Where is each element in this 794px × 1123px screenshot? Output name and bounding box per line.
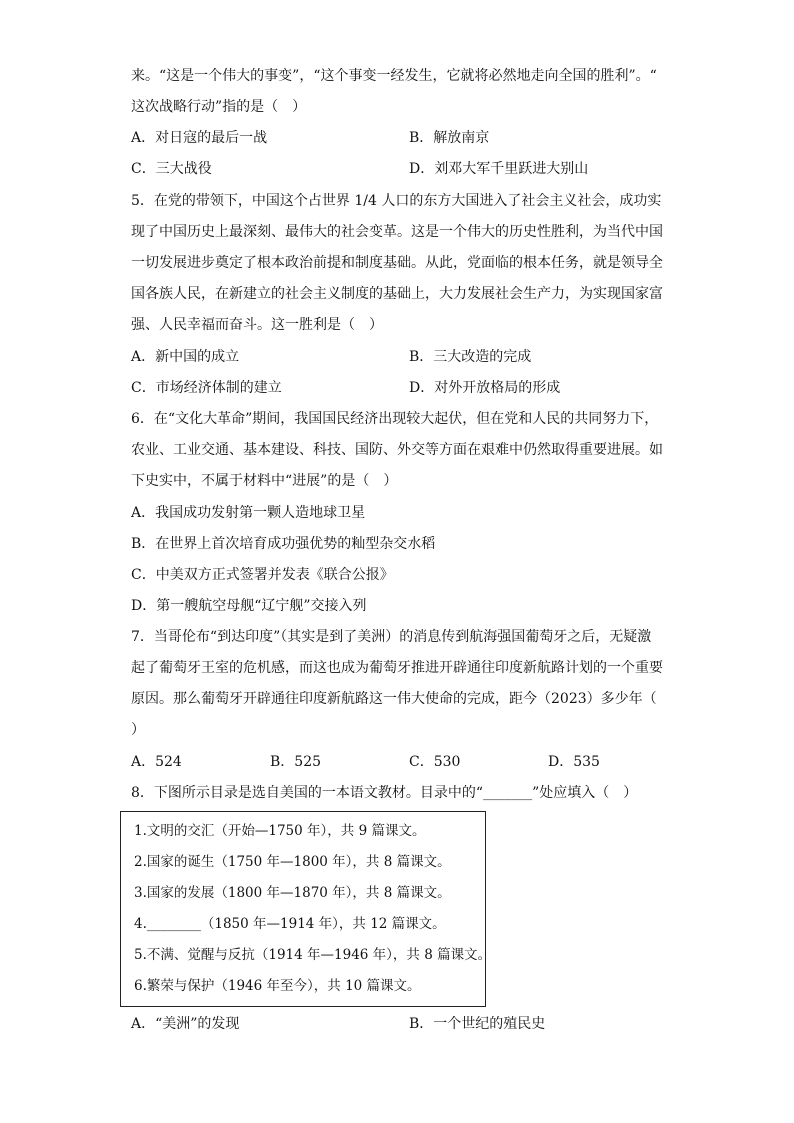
q4-option-c: C．三大战役	[131, 161, 212, 177]
q4-option-d: D．刘邓大军千里跃进大别山	[409, 161, 589, 177]
q4-stem-line-2: 这次战略行动”指的是（ ）	[131, 99, 307, 115]
q4-option-a: A．对日寇的最后一战	[131, 130, 268, 146]
toc-item-4: 4.________（1850 年—1914 年），共 12 篇课文。	[134, 916, 446, 932]
q5-stem-line-5: 强、人民幸福而奋斗。这一胜利是（ ）	[131, 317, 383, 333]
q7-stem-line-3: 原因。那么葡萄牙开辟通往印度新航路这一伟大使命的完成，距今（2023）多少年（	[131, 691, 657, 707]
q8-option-a: A．“美洲”的发现	[131, 1016, 240, 1032]
toc-item-1: 1.文明的交汇（开始—1750 年），共 9 篇课文。	[134, 823, 426, 839]
q5-stem-line-3: 一切发展进步奠定了根本政治前提和制度基础。从此，党面临的根本任务，就是领导全	[131, 255, 663, 271]
q6-stem-line-3: 下史实中，不属于材料中“进展”的是（ ）	[131, 473, 398, 489]
q7-stem-line-4: ）	[131, 722, 145, 738]
q5-option-b: B．三大改造的完成	[409, 349, 532, 365]
q8-option-b: B．一个世纪的殖民史	[409, 1016, 546, 1032]
q7-stem-line-1: 7．当哥伦布“到达印度”（其实是到了美洲）的消息传到航海强国葡萄牙之后，无疑激	[131, 629, 652, 645]
q6-option-d: D．第一艘航空母舰“辽宁舰”交接入列	[131, 598, 367, 614]
q5-option-d: D．对外开放格局的形成	[409, 380, 561, 396]
toc-item-6: 6.繁荣与保护（1946 年至今），共 10 篇课文。	[134, 978, 421, 994]
q7-option-c: C．530	[409, 754, 461, 770]
toc-item-2: 2.国家的诞生（1750 年—1800 年），共 8 篇课文。	[134, 854, 451, 870]
q7-option-d: D．535	[548, 754, 600, 770]
q6-option-c: C．中美双方正式签署并发表《联合公报》	[131, 567, 394, 583]
q4-stem-line-1: 来。“这是一个伟大的事变”，“这个事变一经发生，它就将必然地走向全国的胜利”。“	[131, 68, 657, 84]
q8-stem: 8．下图所示目录是选自美国的一本语文教材。目录中的“_______”处应填入（ ）	[131, 785, 638, 801]
toc-item-5: 5.不满、觉醒与反抗（1914 年—1946 年），共 8 篇课文。	[134, 947, 492, 963]
q7-option-b: B．525	[270, 754, 322, 770]
q5-stem-line-4: 国各族人民，在新建立的社会主义制度的基础上，大力发展社会生产力，为实现国家富	[131, 286, 663, 302]
q5-option-c: C．市场经济体制的建立	[131, 380, 282, 396]
toc-item-3: 3.国家的发展（1800 年—1870 年），共 8 篇课文。	[134, 885, 451, 901]
q6-option-a: A．我国成功发射第一颗人造地球卫星	[131, 505, 366, 521]
q5-option-a: A．新中国的成立	[131, 349, 240, 365]
q6-stem-line-2: 农业、工业交通、基本建设、科技、国防、外交等方面在艰难中仍然取得重要进展。如	[131, 442, 663, 458]
q4-option-b: B．解放南京	[409, 130, 490, 146]
q5-stem-line-1: 5．在党的带领下，中国这个占世界 1/4 人口的东方大国进入了社会主义社会，成功实	[131, 193, 662, 209]
q5-stem-line-2: 现了中国历史上最深刻、最伟大的社会变革。这是一个伟大的历史性胜利，为当代中国	[131, 224, 663, 240]
q6-option-b: B．在世界上首次培育成功强优势的籼型杂交水稻	[131, 536, 436, 552]
q8-table-of-contents-box	[120, 811, 492, 1007]
q6-stem-line-1: 6．在“文化大革命”期间，我国国民经济出现较大起伏，但在党和人民的共同努力下，	[131, 411, 659, 427]
q7-stem-line-2: 起了葡萄牙王室的危机感，而这也成为葡萄牙推进开辟通往印度新航路计划的一个重要	[131, 660, 663, 676]
q7-option-a: A．524	[131, 754, 182, 770]
